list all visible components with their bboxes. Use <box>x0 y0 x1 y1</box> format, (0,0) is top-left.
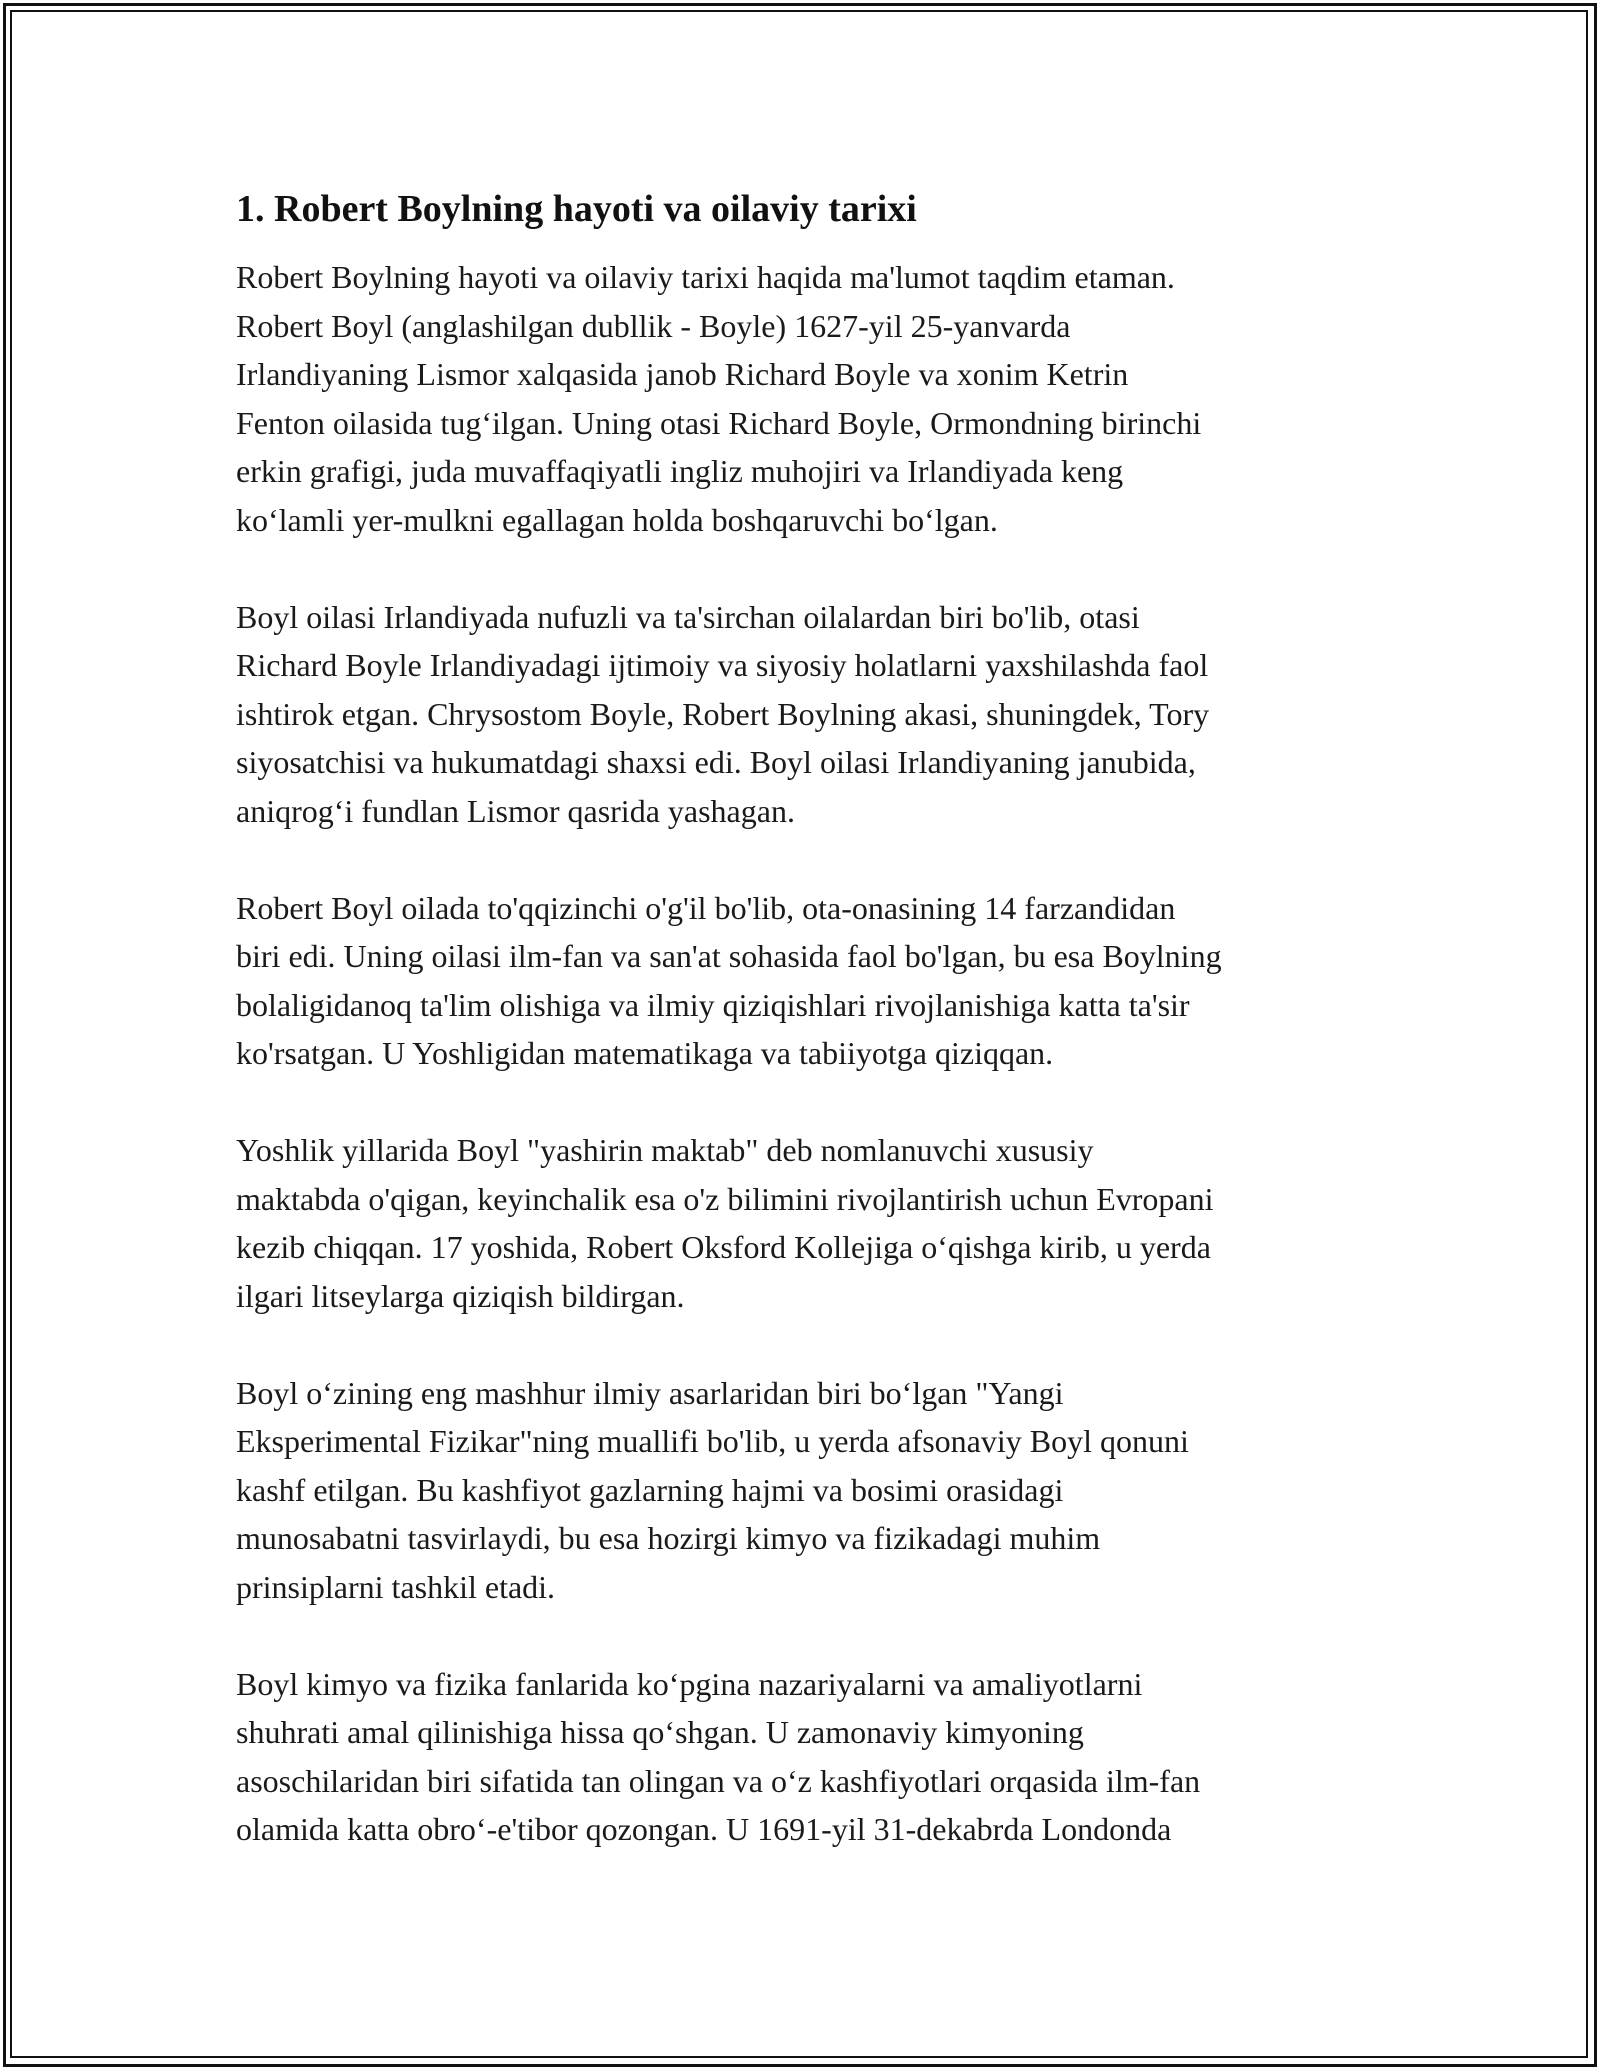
text-line: asoschilaridan biri sifatida tan olingan va o‘z kashfiyotlari orqasida ilm-fan <box>236 1762 1201 1799</box>
paragraph-4 <box>236 1126 1366 1320</box>
text-line: Eksperimental Fizikar"ning muallifi bo'lib, u yerda afsonaviy Boyl qonuni <box>236 1423 1189 1459</box>
section-title: 1. Robert Boylning hayoti va oilaviy tarixi <box>236 188 917 230</box>
text-line: Richard Boyle Irlandiyadagi ijtimoiy va siyosiy holatlarni yaxshilashda faol <box>236 647 1209 683</box>
text-line: Robert Boyl oilada to'qqizinchi o'g'il bo'lib, ota-onasining 14 farzandidan <box>236 889 1176 926</box>
paragraph-3 <box>236 884 1366 1078</box>
paragraph-1 <box>236 253 1366 544</box>
text-line: Robert Boyl (anglashilgan dubllik - Boyle) 1627-yil 25-yanvarda <box>236 307 1071 344</box>
text-line: Boyl kimyo va fizika fanlarida ko‘pgina nazariyalarni va amaliyotlarni <box>236 1665 1143 1702</box>
text-line: olamida katta obro‘-e'tibor qozongan. U 1691-yil 31-dekabrda Londonda <box>236 1811 1172 1847</box>
text-line: bolaligidanoq ta'lim olishiga va ilmiy qiziqishlari rivojlanishiga katta ta'sir <box>236 986 1190 1023</box>
text-line: biri edi. Uning oilasi ilm-fan va san'at sohasida faol bo'lgan, bu esa Boylning <box>236 938 1222 974</box>
text-line: Robert Boylning hayoti va oilaviy tarixi haqida ma'lumot taqdim etaman. <box>236 259 1175 295</box>
text-line: Boyl o‘zining eng mashhur ilmiy asarlaridan biri bo‘lgan "Yangi <box>236 1374 1064 1411</box>
document-body <box>236 185 1366 1902</box>
paragraph-5 <box>236 1369 1366 1612</box>
text-line: Irlandiyaning Lismor xalqasida janob Richard Boyle va xonim Ketrin <box>236 356 1129 392</box>
text-line: aniqrog‘i fundlan Lismor qasrida yashagan. <box>236 792 795 829</box>
text-line: maktabda o'qigan, keyinchalik esa o'z bilimini rivojlantirish uchun Evropani <box>236 1180 1214 1217</box>
text-line: Yoshlik yillarida Boyl "yashirin maktab" deb nomlanuvchi xususiy <box>236 1132 1094 1168</box>
text-line: prinsiplarni tashkil etadi. <box>236 1568 556 1605</box>
text-line: ko'rsatgan. U Yoshligidan matematikaga va tabiiyotga qiziqqan. <box>236 1035 1054 1071</box>
text-line: munosabatni tasvirlaydi, bu esa hozirgi kimyo va fizikadagi muhim <box>236 1520 1101 1556</box>
text-line: shuhrati amal qilinishiga hissa qo‘shgan. U zamonaviy kimyoning <box>236 1714 1084 1750</box>
text-line: kashf etilgan. Bu kashfiyot gazlarning hajmi va bosimi orasidagi <box>236 1471 1064 1508</box>
text-line: Fenton oilasida tug‘ilgan. Uning otasi Richard Boyle, Ormondning birinchi <box>236 404 1202 441</box>
text-line: kezib chiqqan. 17 yoshida, Robert Oksford Kollejiga o‘qishga kirib, u yerda <box>236 1229 1211 1265</box>
text-line: erkin grafigi, juda muvaffaqiyatli ingliz muhojiri va Irlandiyada keng <box>236 453 1124 489</box>
text-line: ilgari litseylarga qiziqish bildirgan. <box>236 1277 685 1314</box>
paragraph-2 <box>236 593 1366 836</box>
text-line: ishtirok etgan. Chrysostom Boyle, Robert Boylning akasi, shuningdek, Tory <box>236 695 1210 732</box>
text-line: ko‘lamli yer-mulkni egallagan holda boshqaruvchi bo‘lgan. <box>236 501 998 538</box>
text-line: Boyl oilasi Irlandiyada nufuzli va ta'sirchan oilalardan biri bo'lib, otasi <box>236 598 1140 635</box>
paragraph-6 <box>236 1660 1366 1854</box>
text-line: siyosatchisi va hukumatdagi shaxsi edi. Boyl oilasi Irlandiyaning janubida, <box>236 744 1196 780</box>
